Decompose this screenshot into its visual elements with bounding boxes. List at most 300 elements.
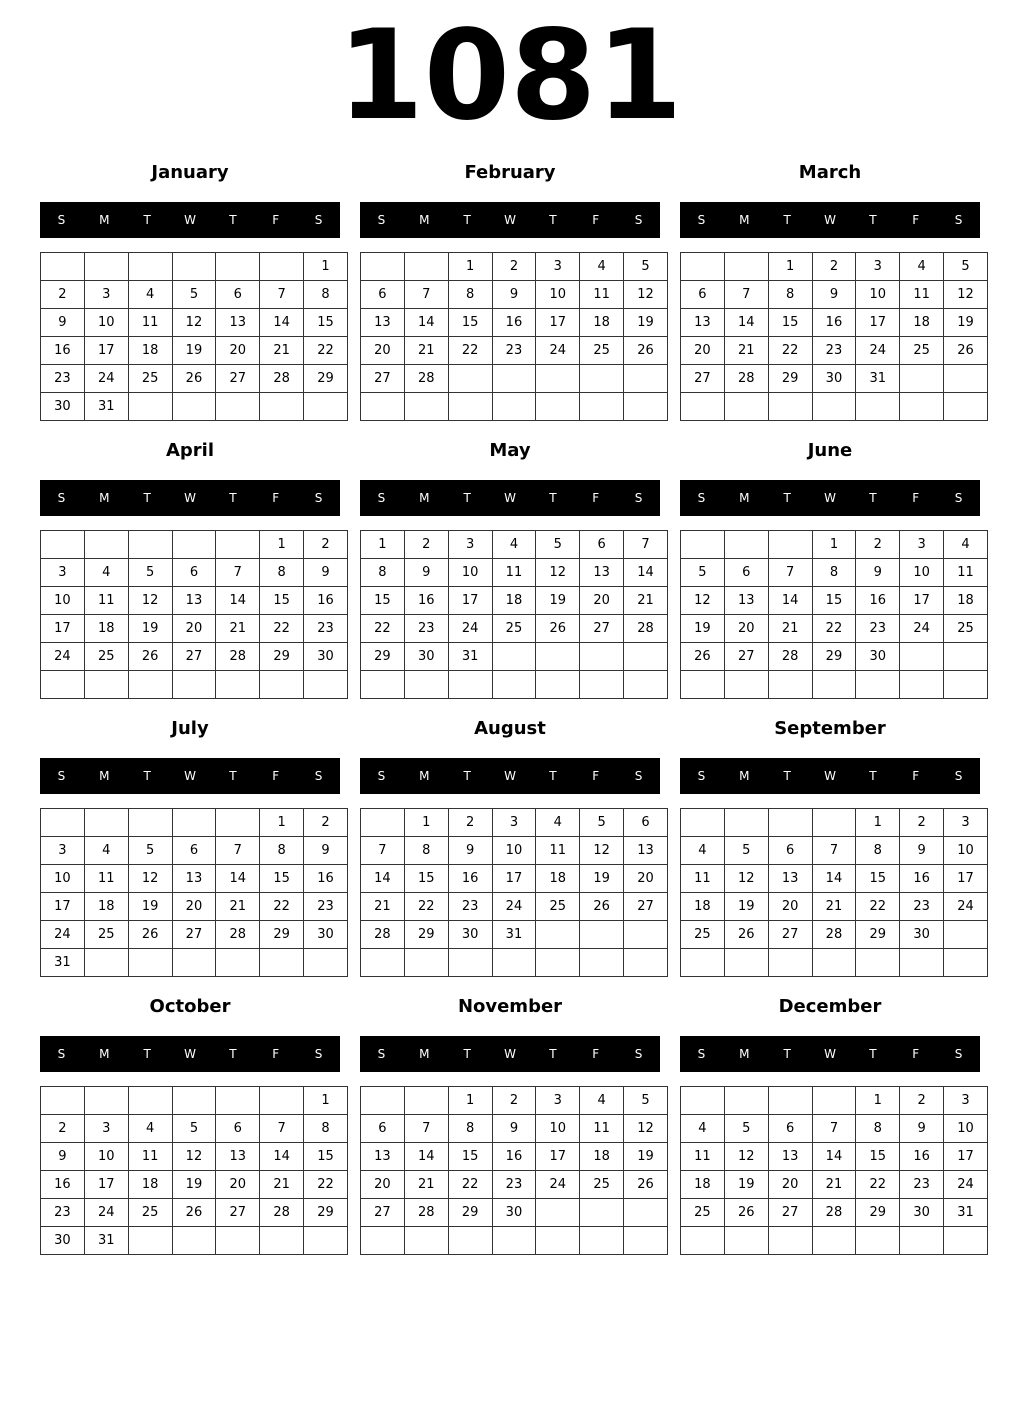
empty-day-cell — [812, 393, 856, 421]
day-cell: 7 — [812, 1115, 856, 1143]
empty-day-cell — [856, 949, 900, 977]
day-cell: 15 — [361, 587, 405, 615]
day-cell: 22 — [260, 615, 304, 643]
weekday-label: W — [824, 213, 836, 227]
empty-day-cell — [216, 531, 260, 559]
day-grid — [40, 1086, 348, 1255]
week-row — [361, 365, 668, 393]
month-name: November — [457, 996, 563, 1017]
empty-day-cell — [681, 253, 725, 281]
day-cell: 27 — [768, 1199, 812, 1227]
empty-day-cell — [724, 1087, 768, 1115]
weekday-label: T — [229, 491, 237, 505]
day-cell: 25 — [128, 365, 172, 393]
weekday-label: S — [634, 769, 643, 783]
day-cell: 4 — [128, 1115, 172, 1143]
day-cell: 30 — [492, 1199, 536, 1227]
empty-day-cell — [900, 393, 944, 421]
day-grid — [680, 252, 988, 421]
day-cell: 24 — [448, 615, 492, 643]
week-row — [41, 921, 348, 949]
empty-day-cell — [304, 1227, 348, 1255]
day-cell: 31 — [84, 393, 128, 421]
day-cell: 27 — [580, 615, 624, 643]
day-cell: 20 — [172, 615, 216, 643]
weekday-label: S — [697, 213, 706, 227]
day-cell: 9 — [404, 559, 448, 587]
day-cell: 14 — [260, 1143, 304, 1171]
day-cell: 26 — [172, 1199, 216, 1227]
weekday-label: M — [739, 213, 750, 227]
weekday-header — [40, 202, 340, 238]
empty-day-cell — [492, 365, 536, 393]
empty-day-cell — [361, 671, 405, 699]
empty-day-cell — [580, 921, 624, 949]
day-cell: 1 — [361, 531, 405, 559]
empty-day-cell — [768, 393, 812, 421]
month-name: July — [171, 718, 209, 739]
day-cell: 11 — [681, 1143, 725, 1171]
week-row — [361, 893, 668, 921]
weekday-label: M — [419, 213, 430, 227]
empty-day-cell — [304, 671, 348, 699]
day-cell: 3 — [944, 1087, 988, 1115]
day-cell: 17 — [900, 587, 944, 615]
day-cell: 18 — [84, 615, 128, 643]
empty-day-cell — [260, 671, 304, 699]
empty-day-cell — [536, 643, 580, 671]
empty-day-cell — [216, 809, 260, 837]
day-cell: 6 — [580, 531, 624, 559]
day-cell: 4 — [580, 1087, 624, 1115]
empty-day-cell — [84, 949, 128, 977]
week-row — [361, 1171, 668, 1199]
weekday-label: S — [697, 1047, 706, 1061]
day-cell: 5 — [681, 559, 725, 587]
empty-day-cell — [404, 1087, 448, 1115]
day-cell: 22 — [304, 337, 348, 365]
empty-day-cell — [944, 1227, 988, 1255]
day-cell: 14 — [216, 865, 260, 893]
day-cell: 19 — [128, 615, 172, 643]
day-cell: 25 — [128, 1199, 172, 1227]
day-cell: 8 — [304, 281, 348, 309]
day-cell: 8 — [361, 559, 405, 587]
weekday-label: F — [592, 213, 600, 227]
day-cell: 22 — [304, 1171, 348, 1199]
week-row — [361, 865, 668, 893]
weekday-header — [40, 480, 340, 516]
day-cell: 20 — [216, 1171, 260, 1199]
day-cell: 14 — [404, 1143, 448, 1171]
empty-day-cell — [492, 643, 536, 671]
weekday-label: W — [504, 1047, 516, 1061]
day-cell: 24 — [856, 337, 900, 365]
day-cell: 27 — [724, 643, 768, 671]
day-cell: 22 — [768, 337, 812, 365]
empty-day-cell — [580, 393, 624, 421]
weekday-label: S — [314, 213, 323, 227]
empty-day-cell — [724, 671, 768, 699]
day-cell: 9 — [41, 1143, 85, 1171]
day-cell: 29 — [856, 1199, 900, 1227]
day-cell: 10 — [536, 281, 580, 309]
day-cell: 16 — [900, 865, 944, 893]
day-cell: 28 — [361, 921, 405, 949]
month-name: September — [774, 718, 886, 739]
empty-day-cell — [41, 531, 85, 559]
day-cell: 25 — [944, 615, 988, 643]
weekday-label: T — [869, 1047, 877, 1061]
weekday-label: M — [419, 769, 430, 783]
weekday-label: S — [314, 1047, 323, 1061]
day-cell: 26 — [536, 615, 580, 643]
day-cell: 1 — [260, 809, 304, 837]
empty-day-cell — [448, 365, 492, 393]
day-cell: 10 — [492, 837, 536, 865]
day-cell: 30 — [900, 1199, 944, 1227]
day-cell: 30 — [41, 393, 85, 421]
empty-day-cell — [681, 1227, 725, 1255]
day-cell: 11 — [84, 587, 128, 615]
weekday-label: F — [592, 769, 600, 783]
empty-day-cell — [724, 809, 768, 837]
day-cell: 6 — [361, 1115, 405, 1143]
empty-day-cell — [216, 949, 260, 977]
day-cell: 1 — [856, 1087, 900, 1115]
day-cell: 22 — [404, 893, 448, 921]
weekday-label: T — [143, 213, 151, 227]
day-cell: 12 — [128, 587, 172, 615]
day-cell: 5 — [580, 809, 624, 837]
day-cell: 6 — [724, 559, 768, 587]
empty-day-cell — [448, 393, 492, 421]
month-name: June — [807, 440, 853, 461]
weekday-label: T — [783, 1047, 791, 1061]
day-cell: 1 — [448, 1087, 492, 1115]
day-cell: 21 — [624, 587, 668, 615]
empty-day-cell — [944, 671, 988, 699]
empty-day-cell — [856, 393, 900, 421]
day-cell: 7 — [216, 559, 260, 587]
empty-day-cell — [361, 809, 405, 837]
empty-day-cell — [768, 1087, 812, 1115]
day-cell: 15 — [260, 587, 304, 615]
day-cell: 7 — [216, 837, 260, 865]
empty-day-cell — [724, 1227, 768, 1255]
day-cell: 12 — [624, 281, 668, 309]
day-cell: 12 — [128, 865, 172, 893]
week-row — [361, 837, 668, 865]
empty-day-cell — [361, 1087, 405, 1115]
day-cell: 11 — [84, 865, 128, 893]
day-cell: 21 — [260, 1171, 304, 1199]
empty-day-cell — [172, 809, 216, 837]
day-cell: 5 — [172, 1115, 216, 1143]
day-cell: 8 — [448, 281, 492, 309]
weekday-label: T — [549, 213, 557, 227]
empty-day-cell — [361, 949, 405, 977]
week-row — [681, 949, 988, 977]
weekday-label: W — [184, 491, 196, 505]
day-cell: 19 — [624, 309, 668, 337]
empty-day-cell — [536, 671, 580, 699]
day-cell: 2 — [304, 809, 348, 837]
day-cell: 30 — [41, 1227, 85, 1255]
day-cell: 11 — [536, 837, 580, 865]
empty-day-cell — [681, 809, 725, 837]
day-cell: 16 — [900, 1143, 944, 1171]
day-cell: 21 — [404, 1171, 448, 1199]
weekday-label: M — [739, 1047, 750, 1061]
day-cell: 7 — [404, 1115, 448, 1143]
weekday-header — [40, 758, 340, 794]
day-cell: 20 — [216, 337, 260, 365]
day-cell: 22 — [856, 893, 900, 921]
day-cell: 25 — [536, 893, 580, 921]
empty-day-cell — [856, 1227, 900, 1255]
day-cell: 2 — [900, 809, 944, 837]
day-cell: 7 — [260, 281, 304, 309]
day-cell: 10 — [84, 1143, 128, 1171]
empty-day-cell — [812, 1087, 856, 1115]
empty-day-cell — [681, 949, 725, 977]
weekday-label: T — [229, 769, 237, 783]
day-cell: 15 — [812, 587, 856, 615]
year-title: 1081 — [337, 4, 683, 148]
day-cell: 4 — [536, 809, 580, 837]
weekday-header — [360, 480, 660, 516]
weekday-label: F — [272, 1047, 280, 1061]
day-grid — [680, 530, 988, 699]
day-cell: 23 — [492, 1171, 536, 1199]
empty-day-cell — [84, 531, 128, 559]
day-cell: 26 — [681, 643, 725, 671]
day-cell: 27 — [361, 365, 405, 393]
empty-day-cell — [624, 921, 668, 949]
day-cell: 20 — [580, 587, 624, 615]
day-cell: 16 — [41, 1171, 85, 1199]
empty-day-cell — [624, 671, 668, 699]
day-cell: 3 — [856, 253, 900, 281]
empty-day-cell — [404, 1227, 448, 1255]
empty-day-cell — [448, 671, 492, 699]
weekday-label: S — [57, 491, 66, 505]
day-cell: 14 — [812, 865, 856, 893]
day-cell: 20 — [172, 893, 216, 921]
day-cell: 30 — [304, 921, 348, 949]
day-cell: 14 — [724, 309, 768, 337]
weekday-header — [360, 1036, 660, 1072]
day-cell: 10 — [900, 559, 944, 587]
weekday-header — [360, 202, 660, 238]
day-cell: 18 — [492, 587, 536, 615]
day-cell: 14 — [260, 309, 304, 337]
empty-day-cell — [944, 393, 988, 421]
empty-day-cell — [724, 393, 768, 421]
empty-day-cell — [216, 393, 260, 421]
day-cell: 27 — [624, 893, 668, 921]
day-cell: 24 — [944, 1171, 988, 1199]
empty-day-cell — [624, 1199, 668, 1227]
day-cell: 6 — [172, 559, 216, 587]
day-cell: 28 — [624, 615, 668, 643]
day-cell: 9 — [304, 559, 348, 587]
day-cell: 16 — [448, 865, 492, 893]
empty-day-cell — [624, 1227, 668, 1255]
weekday-label: S — [377, 769, 386, 783]
day-cell: 1 — [404, 809, 448, 837]
week-row — [681, 587, 988, 615]
empty-day-cell — [84, 1087, 128, 1115]
day-cell: 31 — [84, 1227, 128, 1255]
day-cell: 28 — [812, 1199, 856, 1227]
day-cell: 26 — [624, 337, 668, 365]
weekday-label: T — [229, 1047, 237, 1061]
week-row — [361, 809, 668, 837]
day-cell: 6 — [768, 837, 812, 865]
empty-day-cell — [172, 1227, 216, 1255]
day-cell: 23 — [900, 893, 944, 921]
day-cell: 26 — [172, 365, 216, 393]
day-cell: 2 — [492, 253, 536, 281]
day-cell: 9 — [492, 281, 536, 309]
day-cell: 12 — [536, 559, 580, 587]
weekday-label: T — [869, 491, 877, 505]
day-cell: 24 — [536, 337, 580, 365]
day-cell: 4 — [900, 253, 944, 281]
week-row — [681, 1087, 988, 1115]
week-row — [41, 1143, 348, 1171]
empty-day-cell — [812, 809, 856, 837]
weekday-label: T — [463, 213, 471, 227]
weekday-label: T — [463, 491, 471, 505]
day-cell: 4 — [84, 837, 128, 865]
week-row — [361, 587, 668, 615]
day-cell: 10 — [536, 1115, 580, 1143]
day-cell: 31 — [448, 643, 492, 671]
day-cell: 20 — [724, 615, 768, 643]
day-cell: 25 — [681, 921, 725, 949]
day-cell: 17 — [944, 865, 988, 893]
day-grid — [360, 1086, 668, 1255]
week-row — [681, 809, 988, 837]
empty-day-cell — [216, 1087, 260, 1115]
day-cell: 17 — [84, 337, 128, 365]
empty-day-cell — [944, 921, 988, 949]
day-cell: 15 — [304, 1143, 348, 1171]
day-cell: 20 — [681, 337, 725, 365]
day-cell: 2 — [41, 281, 85, 309]
day-cell: 6 — [361, 281, 405, 309]
week-row — [361, 949, 668, 977]
day-cell: 19 — [172, 1171, 216, 1199]
empty-day-cell — [812, 671, 856, 699]
day-cell: 9 — [41, 309, 85, 337]
day-cell: 2 — [492, 1087, 536, 1115]
day-cell: 1 — [448, 253, 492, 281]
day-cell: 31 — [856, 365, 900, 393]
day-cell: 22 — [812, 615, 856, 643]
week-row — [41, 393, 348, 421]
day-cell: 27 — [361, 1199, 405, 1227]
day-cell: 27 — [216, 1199, 260, 1227]
day-cell: 15 — [448, 1143, 492, 1171]
weekday-label: W — [504, 213, 516, 227]
week-row — [681, 1115, 988, 1143]
week-row — [681, 531, 988, 559]
day-cell: 24 — [944, 893, 988, 921]
day-cell: 10 — [84, 309, 128, 337]
empty-day-cell — [448, 1227, 492, 1255]
day-cell: 11 — [944, 559, 988, 587]
day-cell: 27 — [216, 365, 260, 393]
day-cell: 2 — [856, 531, 900, 559]
day-cell: 24 — [41, 643, 85, 671]
day-cell: 13 — [768, 865, 812, 893]
empty-day-cell — [580, 1199, 624, 1227]
day-cell: 3 — [900, 531, 944, 559]
day-cell: 3 — [536, 1087, 580, 1115]
empty-day-cell — [492, 1227, 536, 1255]
day-cell: 10 — [41, 587, 85, 615]
day-cell: 29 — [448, 1199, 492, 1227]
week-row — [41, 309, 348, 337]
month-name: January — [151, 162, 229, 183]
day-cell: 23 — [41, 1199, 85, 1227]
day-cell: 18 — [681, 893, 725, 921]
weekday-label: T — [143, 769, 151, 783]
day-cell: 3 — [84, 1115, 128, 1143]
empty-day-cell — [624, 365, 668, 393]
day-cell: 28 — [260, 1199, 304, 1227]
empty-day-cell — [172, 253, 216, 281]
month-name: April — [165, 440, 215, 461]
week-row — [41, 559, 348, 587]
day-cell: 28 — [812, 921, 856, 949]
day-cell: 30 — [448, 921, 492, 949]
day-cell: 6 — [624, 809, 668, 837]
empty-day-cell — [492, 393, 536, 421]
weekday-label: W — [184, 769, 196, 783]
day-cell: 26 — [944, 337, 988, 365]
day-cell: 5 — [724, 1115, 768, 1143]
week-row — [41, 837, 348, 865]
day-cell: 3 — [41, 837, 85, 865]
day-cell: 5 — [724, 837, 768, 865]
weekday-label: S — [634, 491, 643, 505]
month-name: February — [464, 162, 556, 183]
week-row — [681, 921, 988, 949]
day-cell: 28 — [216, 643, 260, 671]
day-cell: 23 — [304, 893, 348, 921]
day-cell: 23 — [812, 337, 856, 365]
week-row — [681, 559, 988, 587]
day-cell: 9 — [812, 281, 856, 309]
day-cell: 21 — [404, 337, 448, 365]
day-cell: 27 — [768, 921, 812, 949]
day-cell: 5 — [944, 253, 988, 281]
week-row — [41, 337, 348, 365]
day-cell: 14 — [361, 865, 405, 893]
day-cell: 1 — [260, 531, 304, 559]
day-cell: 18 — [580, 1143, 624, 1171]
empty-day-cell — [260, 1087, 304, 1115]
empty-day-cell — [724, 531, 768, 559]
day-cell: 13 — [216, 1143, 260, 1171]
day-cell: 17 — [536, 309, 580, 337]
day-cell: 11 — [128, 309, 172, 337]
